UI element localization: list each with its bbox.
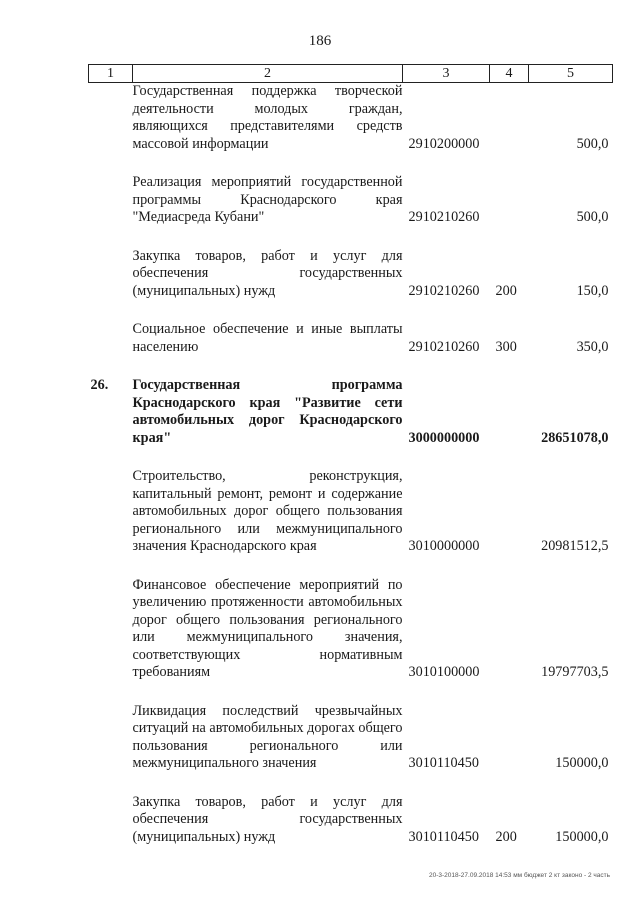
- row-code: 2910200000: [408, 135, 480, 152]
- row-number: [89, 703, 133, 773]
- table-row: [89, 321, 613, 356]
- row-number: [89, 321, 133, 356]
- table-row: [89, 703, 613, 773]
- row-amount: 19797703,5: [541, 664, 609, 680]
- table-row: [89, 248, 613, 301]
- row-description: Ликвидация последствий чрезвычайных ситуаций на автомобильных дорогах общего пользования регионального или межмуниципального значения: [132, 702, 403, 771]
- header-col-1: 1: [89, 65, 133, 83]
- table-row: [89, 577, 613, 682]
- row-spacer: [89, 773, 613, 794]
- row-spacer: [89, 447, 613, 468]
- row-code: 3010100000: [408, 664, 480, 680]
- row-amount: 500,0: [576, 135, 609, 152]
- row-amount: 28651078,0: [541, 429, 609, 446]
- table-header: [89, 65, 613, 83]
- row-expense-type: 300: [495, 338, 517, 355]
- row-number: [89, 83, 133, 154]
- row-code: 3000000000: [408, 429, 480, 446]
- page-number: 186: [308, 33, 332, 49]
- table-row: [89, 83, 613, 154]
- table-row: [89, 174, 613, 227]
- row-spacer: [89, 300, 613, 321]
- row-amount: 350,0: [576, 338, 609, 355]
- header-col-4: 4: [490, 65, 529, 83]
- row-spacer: [89, 356, 613, 377]
- row-spacer: [89, 682, 613, 703]
- row-number: 26.: [90, 377, 109, 393]
- row-number: [89, 794, 133, 847]
- row-code: 2910210260: [408, 282, 480, 299]
- row-expense-type: [490, 83, 529, 154]
- row-expense-type: 200: [495, 282, 517, 299]
- row-description: Строительство, реконструкция, капитальный ремонт, ремонт и содержание автомобильных дорог общего пользования регионального или межмуниципального значения Краснодарского края: [132, 468, 403, 554]
- row-description: Государственная поддержка творческой деятельности молодых граждан, являющихся представителями средств массовой информации: [132, 83, 403, 152]
- row-amount: 150000,0: [555, 755, 609, 771]
- footer-stamp: 20-3-2018-27.09.2018 14:53 мм бюджет 2 кт законо - 2 часть: [429, 872, 610, 879]
- header-col-2: 2: [133, 65, 403, 83]
- table-row: [89, 794, 613, 847]
- row-description: Финансовое обеспечение мероприятий по увеличению протяженности автомобильных дорог общего пользования регионального или межмуниципального значения, соответствующих нормативным требованиям: [132, 576, 403, 680]
- row-number: [89, 248, 133, 301]
- row-description: Закупка товаров, работ и услуг для обеспечения государственных (муниципальных) нужд: [132, 793, 403, 845]
- row-code: 3010110450: [408, 828, 479, 845]
- row-spacer: [89, 227, 613, 248]
- table-row: [89, 468, 613, 556]
- row-description: Закупка товаров, работ и услуг для обеспечения государственных (муниципальных) нужд: [132, 247, 403, 299]
- row-expense-type: [490, 377, 529, 447]
- row-description: Государственная программа Краснодарского края "Развитие сети автомобильных дорог Краснодарского края": [132, 377, 403, 446]
- row-expense-type: [490, 577, 529, 682]
- table-row: [89, 377, 613, 447]
- row-expense-type: 200: [495, 828, 517, 845]
- row-code: 3010110450: [408, 755, 479, 771]
- row-number: [89, 577, 133, 682]
- row-expense-type: [490, 703, 529, 773]
- row-description: Реализация мероприятий государственной программы Краснодарского края "Медиасреда Кубани": [132, 174, 403, 225]
- row-expense-type: [490, 468, 529, 556]
- budget-table: [88, 64, 613, 846]
- header-col-5: 5: [529, 65, 613, 83]
- row-amount: 500,0: [576, 209, 609, 225]
- row-code: 2910210260: [408, 338, 480, 355]
- row-expense-type: [490, 174, 529, 227]
- header-col-3: 3: [403, 65, 490, 83]
- row-spacer: [89, 556, 613, 577]
- row-number: [89, 468, 133, 556]
- row-code: 3010000000: [408, 538, 480, 554]
- row-code: 2910210260: [408, 209, 480, 225]
- row-spacer: [89, 153, 613, 174]
- row-description: Социальное обеспечение и иные выплаты населению: [132, 321, 403, 355]
- row-number: [89, 174, 133, 227]
- table-body: [89, 83, 613, 847]
- row-amount: 150,0: [576, 282, 609, 299]
- table-header-row: [89, 65, 613, 83]
- row-amount: 20981512,5: [541, 538, 609, 554]
- row-amount: 150000,0: [555, 828, 609, 845]
